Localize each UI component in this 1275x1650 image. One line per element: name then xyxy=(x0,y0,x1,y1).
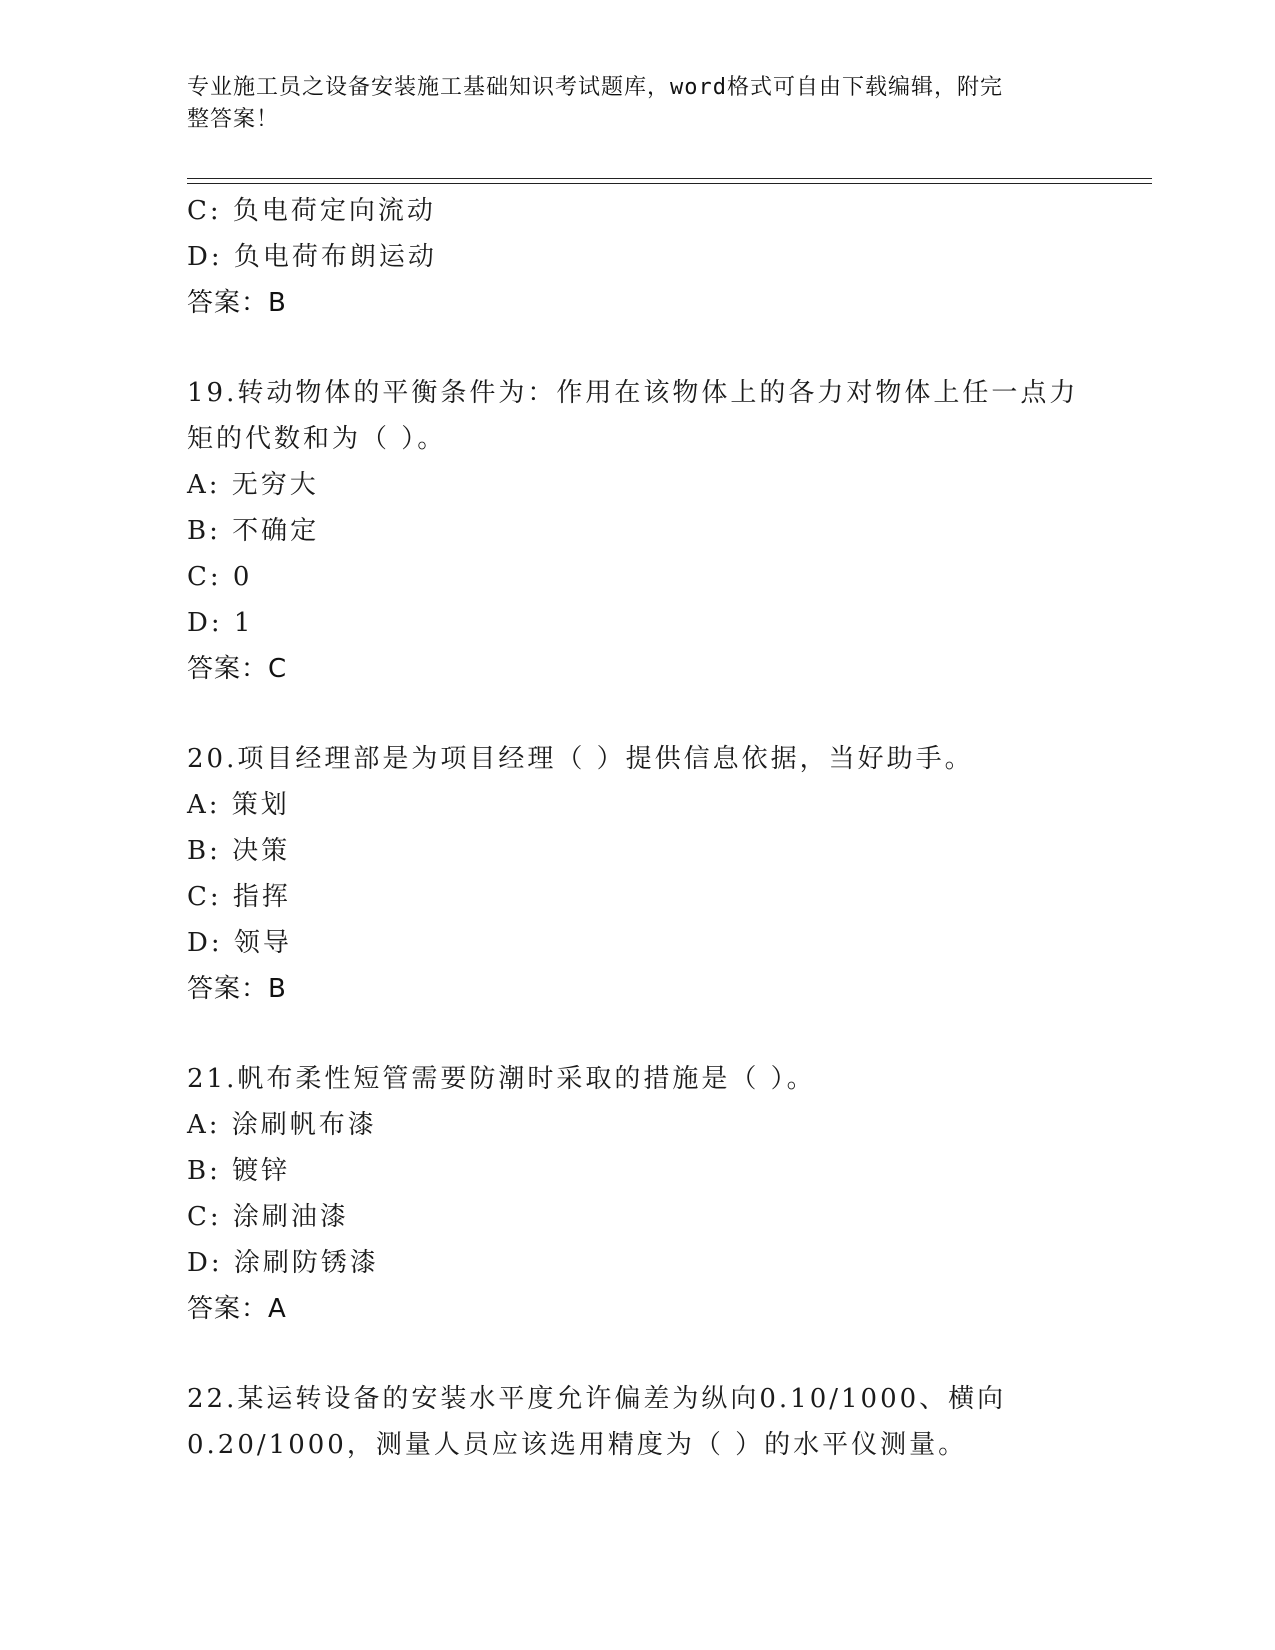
option-a: A: 涂刷帆布漆 xyxy=(187,1110,377,1140)
spacer xyxy=(187,1012,1147,1056)
question-stem: 20.项目经理部是为项目经理（ ）提供信息依据，当好助手。 xyxy=(187,744,974,774)
question-stem-continued: 矩的代数和为（ ）。 xyxy=(187,424,447,454)
answer: 答案：A xyxy=(187,1294,287,1324)
question-stem: 19.转动物体的平衡条件为：作用在该物体上的各力对物体上任一点力 xyxy=(187,378,1079,408)
option-c: C: 负电荷定向流动 xyxy=(187,196,436,226)
option-b: B: 不确定 xyxy=(187,516,320,546)
question-stem: 22.某运转设备的安装水平度允许偏差为纵向0.10/1000、横向 xyxy=(187,1384,1007,1414)
question-list xyxy=(187,188,1147,1468)
option-d: D: 涂刷防锈漆 xyxy=(187,1248,379,1278)
option-a: A: 策划 xyxy=(187,790,290,820)
option-a: A: 无穷大 xyxy=(187,470,319,500)
option-b: B: 决策 xyxy=(187,836,291,866)
option-d: D: 1 xyxy=(187,608,254,638)
answer: 答案：C xyxy=(187,654,288,684)
header-line-2: 整答案！ xyxy=(187,107,280,132)
answer: 答案：B xyxy=(187,974,287,1004)
question-22 xyxy=(187,1376,1147,1468)
spacer xyxy=(187,326,1147,370)
question-21 xyxy=(187,1056,1147,1332)
question-18 xyxy=(187,188,1147,326)
question-19 xyxy=(187,370,1147,692)
option-c: C: 指挥 xyxy=(187,882,291,912)
header-rule-top xyxy=(187,178,1152,179)
option-d: D: 负电荷布朗运动 xyxy=(187,242,437,272)
header-rule-bottom xyxy=(187,183,1152,184)
question-20 xyxy=(187,736,1147,1012)
header-line-1: 专业施工员之设备安装施工基础知识考试题库，word格式可自由下载编辑，附完 xyxy=(187,75,1003,100)
option-c: C: 0 xyxy=(187,562,253,592)
option-c: C: 涂刷油漆 xyxy=(187,1202,349,1232)
answer: 答案：B xyxy=(187,288,287,318)
option-b: B: 镀锌 xyxy=(187,1156,291,1186)
question-stem: 21.帆布柔性短管需要防潮时采取的措施是（ ）。 xyxy=(187,1064,816,1094)
question-stem-continued: 0.20/1000，测量人员应该选用精度为（ ）的水平仪测量。 xyxy=(187,1430,968,1460)
spacer xyxy=(187,692,1147,736)
option-d: D: 领导 xyxy=(187,928,292,958)
document-header xyxy=(187,72,1087,136)
spacer xyxy=(187,1332,1147,1376)
